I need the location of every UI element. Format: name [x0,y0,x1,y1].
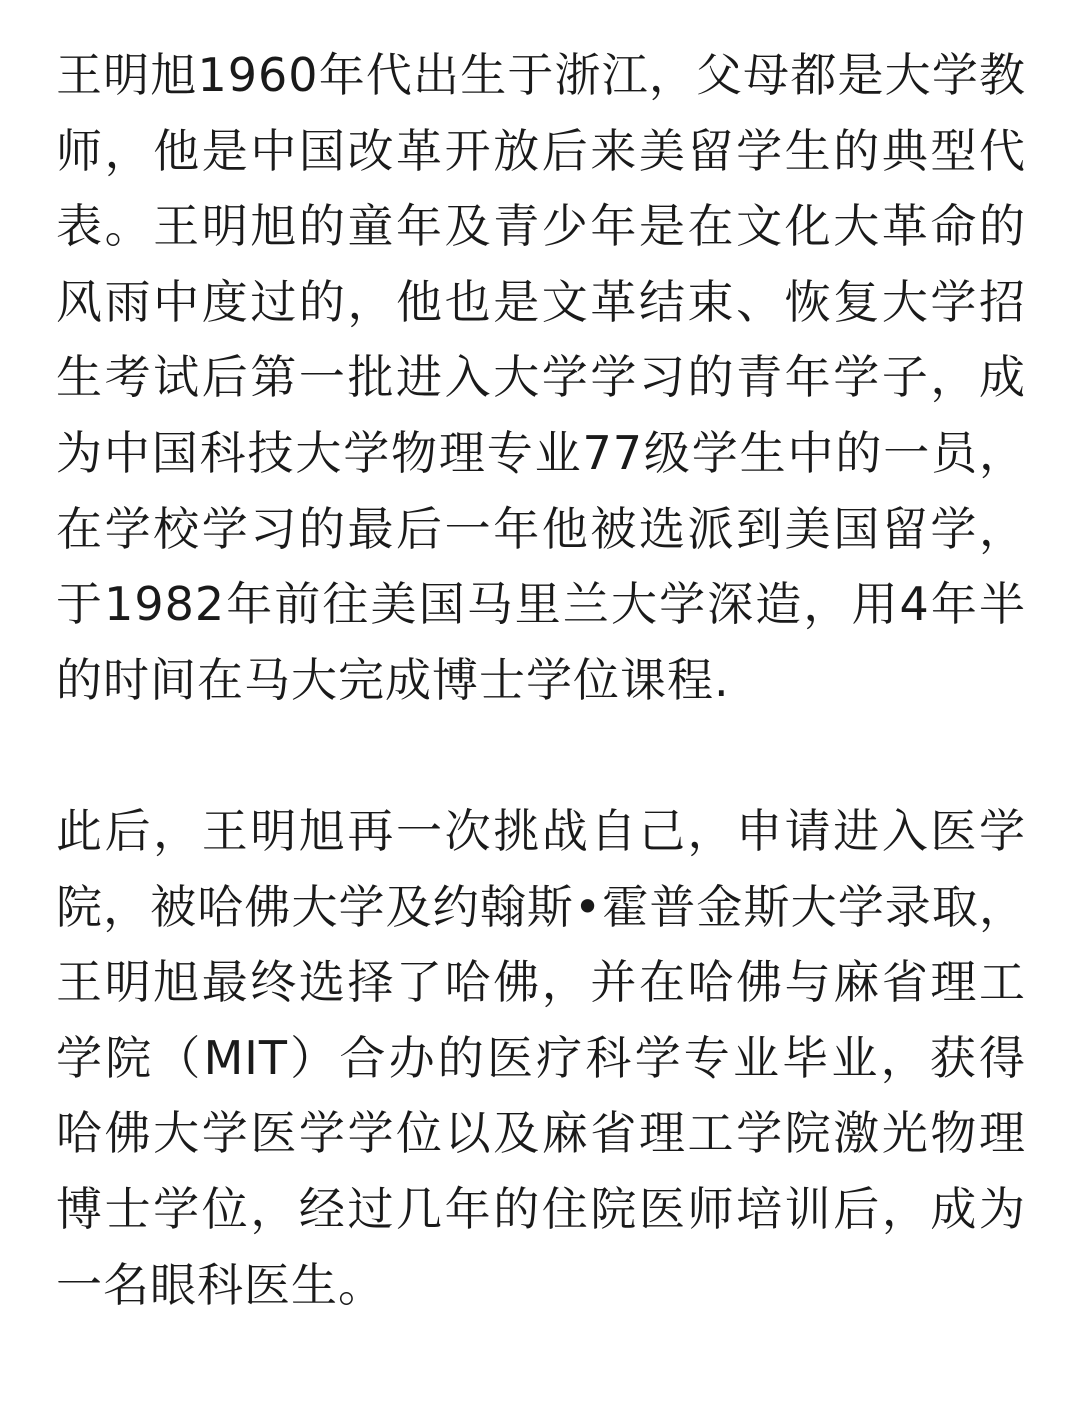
article-body [56,38,1026,1323]
paragraph-early-life: 王明旭1960年代出生于浙江，父母都是大学教师，他是中国改革开放后来美留学生的典型代表。王明旭的童年及青少年是在文化大革命的风雨中度过的，他也是文革结束、恢复大学招生考试后第一批进入大学学习的青年学子，成为中国科技大学物理专业77级学生中的一员，在学校学习的最后一年他被选派到美国留学，于1982年前往美国马里兰大学深造，用4年半的时间在马大完成博士学位课程. [56,48,1026,707]
paragraph-medical-career: 此后，王明旭再一次挑战自己，申请进入医学院，被哈佛大学及约翰斯•霍普金斯大学录取，王明旭最终选择了哈佛，并在哈佛与麻省理工学院（MIT）合办的医疗科学专业毕业，获得哈佛大学医学学位以及麻省理工学院激光物理博士学位，经过几年的住院医师培训后，成为一名眼科医生。 [56,803,1026,1312]
